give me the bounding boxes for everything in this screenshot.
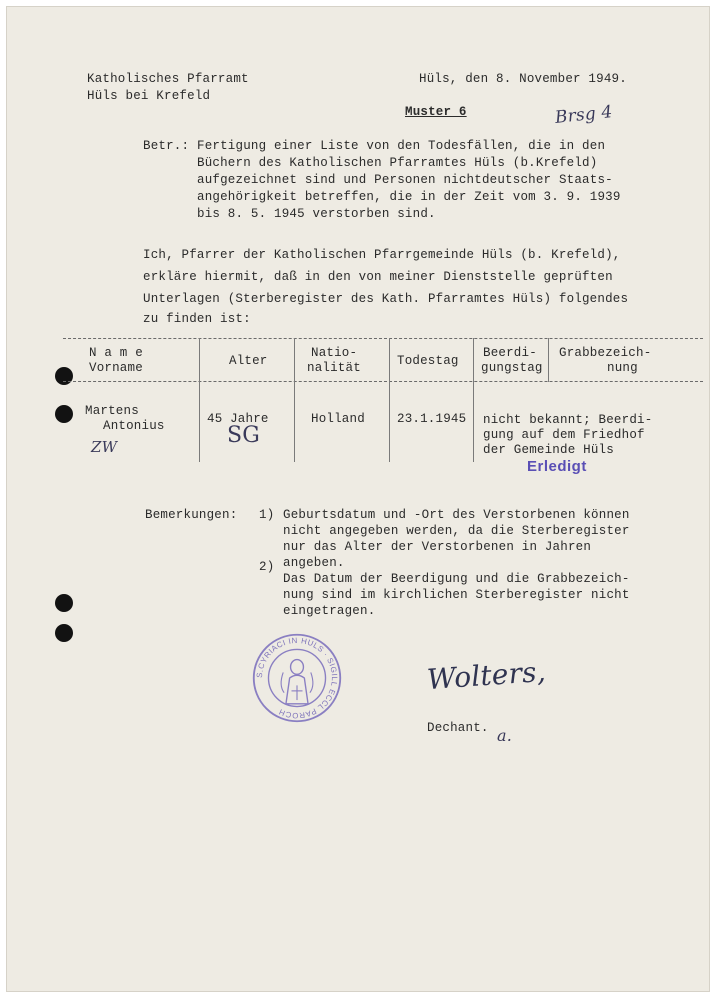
table-column-divider: [389, 338, 390, 462]
header-name: N a m e: [89, 346, 143, 360]
punch-hole: [55, 594, 73, 612]
row-burial-grave: gung auf dem Friedhof: [483, 428, 645, 442]
header-age: Alter: [229, 354, 268, 368]
form-title: Muster 6: [405, 105, 467, 119]
declaration-line: erkläre hiermit, daß in den von meiner Dienststelle geprüften: [143, 270, 613, 284]
remark-2-line: eingetragen.: [283, 604, 376, 618]
remarks-label: Bemerkungen:: [145, 508, 238, 522]
declaration-line: Unterlagen (Sterberegister des Kath. Pfarramtes Hüls) folgendes: [143, 292, 629, 306]
row-given-name: Antonius: [103, 419, 165, 433]
handwritten-name-mark: ZW: [91, 438, 118, 456]
punch-hole: [55, 405, 73, 423]
parish-seal: [251, 632, 343, 724]
remark-1-line: Geburtsdatum und -Ort des Verstorbenen können: [283, 508, 630, 522]
remark-1-number: 1): [259, 508, 275, 522]
svg-text:S.CYRIACI IN HULS · SIGILL ECC: [255, 636, 339, 720]
office-line-2: Hüls bei Krefeld: [87, 89, 211, 103]
subject-line: angehörigkeit betreffen, die in der Zeit vom 3. 9. 1939: [197, 190, 621, 204]
header-nationality-2: nalität: [307, 361, 361, 375]
remark-1-line: angeben.: [283, 556, 345, 570]
row-age: 45 Jahre: [207, 412, 269, 426]
header-burial-2: gungstag: [481, 361, 543, 375]
row-nationality: Holland: [311, 412, 365, 426]
document-page: [6, 6, 710, 992]
row-surname: Martens: [85, 404, 139, 418]
remark-2-number: 2): [259, 560, 275, 574]
remark-2-line: nung sind im kirchlichen Sterberegister nicht: [283, 588, 630, 602]
remark-2-line: Das Datum der Beerdigung und die Grabbezeich-: [283, 572, 630, 586]
subject-line: Büchern des Katholischen Pfarramtes Hüls (b.Krefeld): [197, 156, 598, 170]
remark-1-line: nur das Alter der Verstorbenen in Jahren: [283, 540, 592, 554]
subject-line: aufgezeichnet sind und Personen nichtdeutscher Staats-: [197, 173, 613, 187]
erledigt-stamp: Erledigt: [527, 458, 587, 475]
table-header-rule: [63, 381, 703, 382]
table-column-divider: [548, 338, 549, 382]
punch-hole: [55, 624, 73, 642]
table-top-rule: [63, 338, 703, 339]
remark-1-line: nicht angegeben werden, da die Sterberegister: [283, 524, 630, 538]
subject-line: bis 8. 5. 1945 verstorben sind.: [197, 207, 436, 221]
punch-hole: [55, 367, 73, 385]
table-column-divider: [199, 338, 200, 462]
header-burial-1: Beerdi-: [483, 346, 537, 360]
header-death-date: Todestag: [397, 354, 459, 368]
header-given-name: Vorname: [89, 361, 143, 375]
row-burial-grave: der Gemeinde Hüls: [483, 443, 614, 457]
handwritten-reference: Brsg 4: [554, 102, 614, 128]
place-date: Hüls, den 8. November 1949.: [419, 72, 627, 86]
table-column-divider: [294, 338, 295, 462]
row-death-date: 23.1.1945: [397, 412, 467, 426]
subject-line: Fertigung einer Liste von den Todesfällen, die in den: [197, 139, 606, 153]
header-grave-1: Grabbezeich-: [559, 346, 652, 360]
row-burial-grave: nicht bekannt; Beerdi-: [483, 413, 653, 427]
table-column-divider: [473, 338, 474, 462]
seal-inscription: S.CYRIACI IN HULS · SIGILL ECCL PAROCH: [254, 635, 340, 721]
handwritten-initial: a.: [497, 726, 513, 745]
declaration-line: zu finden ist:: [143, 312, 251, 326]
header-grave-2: nung: [607, 361, 638, 375]
declaration-line: Ich, Pfarrer der Katholischen Pfarrgemeinde Hüls (b. Krefeld),: [143, 248, 621, 262]
signer-title: Dechant.: [427, 721, 489, 735]
office-line-1: Katholisches Pfarramt: [87, 72, 249, 86]
handwritten-age-mark: SG: [227, 423, 261, 448]
subject-label: Betr.:: [143, 139, 190, 153]
header-nationality-1: Natio-: [311, 346, 358, 360]
handwritten-signature: Wolters,: [425, 654, 547, 697]
